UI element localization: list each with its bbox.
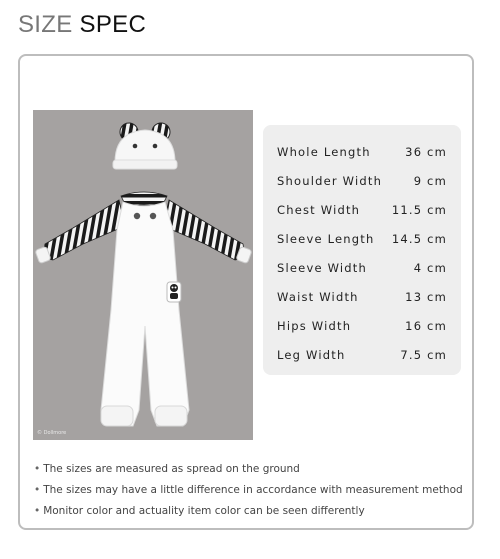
spec-label: Sleeve Width bbox=[277, 260, 367, 275]
spec-value: 16 cm bbox=[405, 318, 447, 333]
size-spec-card bbox=[18, 54, 474, 530]
spec-label: Sleeve Length bbox=[277, 231, 375, 246]
photo-credit: © Dollmore bbox=[37, 430, 67, 436]
spec-row-sleeve-length bbox=[277, 224, 447, 253]
spec-label: Waist Width bbox=[277, 289, 359, 304]
spec-row-whole-length bbox=[277, 137, 447, 166]
spec-row-sleeve-width bbox=[277, 253, 447, 282]
spec-value: 13 cm bbox=[405, 289, 447, 304]
spec-label: Chest Width bbox=[277, 202, 361, 217]
spec-row-shoulder-width bbox=[277, 166, 447, 195]
panda-jumpsuit-illustration bbox=[33, 110, 253, 440]
note-item: • Monitor color and actuality item color can be seen differently bbox=[34, 501, 474, 522]
note-item: • The sizes may have a little difference in accordance with measurement method bbox=[34, 480, 474, 501]
title-size-text: SIZE bbox=[18, 11, 73, 38]
notes-list bbox=[34, 459, 474, 522]
spec-value: 36 cm bbox=[405, 144, 447, 159]
spec-value: 7.5 cm bbox=[400, 347, 447, 362]
spec-row-hips-width bbox=[277, 311, 447, 340]
spec-value: 9 cm bbox=[413, 173, 447, 188]
spec-value: 14.5 cm bbox=[391, 231, 447, 246]
spec-table bbox=[263, 125, 461, 375]
spec-label: Whole Length bbox=[277, 144, 371, 159]
product-photo bbox=[33, 110, 253, 440]
spec-value: 4 cm bbox=[413, 260, 447, 275]
spec-row-chest-width bbox=[277, 195, 447, 224]
spec-row-waist-width bbox=[277, 282, 447, 311]
spec-label: Leg Width bbox=[277, 347, 346, 362]
title-spec-text: SPEC bbox=[79, 11, 147, 38]
spec-label: Shoulder Width bbox=[277, 173, 383, 188]
spec-row-leg-width bbox=[277, 340, 447, 369]
spec-value: 11.5 cm bbox=[391, 202, 447, 217]
spec-label: Hips Width bbox=[277, 318, 352, 333]
page-title bbox=[18, 11, 146, 39]
note-item: • The sizes are measured as spread on the ground bbox=[34, 459, 474, 480]
